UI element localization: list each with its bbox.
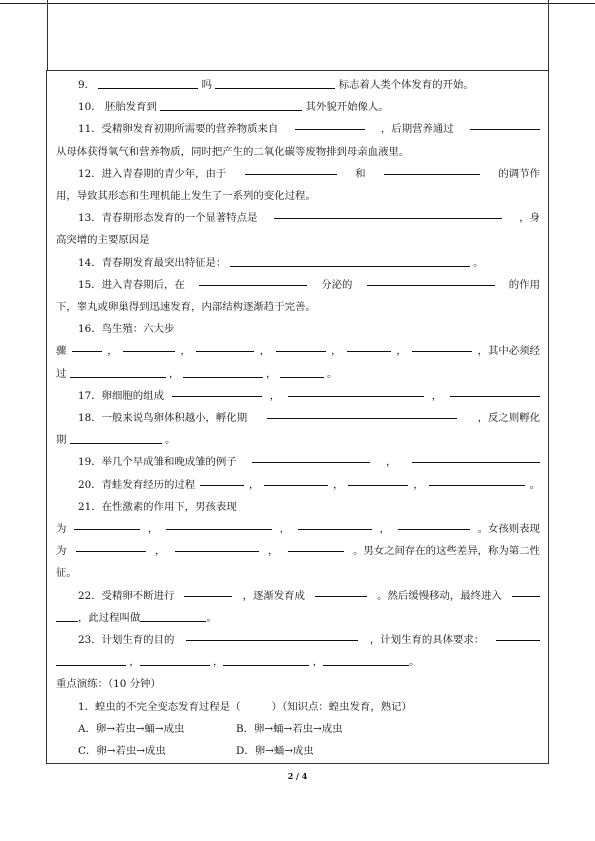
q23-number: 23． xyxy=(78,634,102,647)
q13-number: 13． xyxy=(78,212,102,225)
q11-blank-1[interactable] xyxy=(295,118,365,130)
q16-period: 。 xyxy=(327,367,338,380)
q21-blank-7[interactable] xyxy=(288,540,344,552)
q13-text-2: ，身 xyxy=(519,212,540,225)
q23-period: 。 xyxy=(409,656,420,669)
q16-text-2: 骤 xyxy=(56,345,67,358)
question-22 xyxy=(56,585,542,607)
question-17 xyxy=(56,385,542,407)
q10-number: 10． xyxy=(78,101,102,114)
q21-comma: ， xyxy=(379,523,391,536)
q21-blank-5[interactable] xyxy=(76,540,146,552)
q9-blank-2[interactable] xyxy=(215,77,335,89)
q21-blank-2[interactable] xyxy=(166,518,272,530)
q16-blank-2[interactable] xyxy=(123,340,175,352)
q12-text-1: 进入青春期的青少年，由于 xyxy=(101,167,227,180)
q16-number: 16． xyxy=(78,323,102,336)
q17-number: 17． xyxy=(78,389,102,402)
q9-text-1: 吗 xyxy=(201,79,213,91)
mc1-option-b[interactable]: B．卵→蛹→若虫→成虫 xyxy=(236,722,343,735)
q11-text-1: 受精卵发育初期所需要的营养物质来自 xyxy=(101,123,279,136)
q11-text-2: ，后期营养通过 xyxy=(380,123,454,136)
q12-blank-1[interactable] xyxy=(245,163,337,175)
q17-comma-1: ， xyxy=(269,389,281,402)
mc1-option-d[interactable]: D．卵→蛹→成虫 xyxy=(236,745,314,758)
question-18 xyxy=(56,407,542,429)
q21-comma: ， xyxy=(154,545,166,558)
q16-blank-4[interactable] xyxy=(276,340,326,352)
q21-comma: ， xyxy=(147,523,159,536)
question-13-line-2: 高突增的主要原因是 xyxy=(56,234,150,247)
q14-blank-1[interactable] xyxy=(230,255,470,267)
q23-blank-2[interactable] xyxy=(496,629,540,641)
drill-heading: 重点演练：（10 分钟） xyxy=(56,678,161,691)
q21-text-1: 在性激素的作用下，男孩表现 xyxy=(101,500,237,513)
question-12 xyxy=(56,163,542,185)
q9-number: 9． xyxy=(78,79,96,91)
q23-blank-6[interactable] xyxy=(323,654,409,666)
q21-blank-3[interactable] xyxy=(298,518,372,530)
q18-text-3: 期 xyxy=(56,434,67,447)
q11-blank-2[interactable] xyxy=(470,118,540,130)
question-15 xyxy=(56,274,542,296)
q21-text-2: 为 xyxy=(56,523,67,536)
mc1-options-cd xyxy=(56,740,542,762)
question-22-line-2 xyxy=(56,607,542,629)
q15-blank-2[interactable] xyxy=(367,274,495,286)
q22-blank-1[interactable] xyxy=(184,585,232,597)
q22-blank-5[interactable] xyxy=(140,610,206,622)
q21-text-3: 。女孩则表现 xyxy=(477,523,540,536)
q20-comma: ， xyxy=(248,478,260,491)
q20-comma: ， xyxy=(413,478,424,491)
q21-comma: ， xyxy=(267,545,279,558)
q22-period: 。 xyxy=(206,611,217,624)
q14-text-2: 。 xyxy=(472,256,484,269)
q21-blank-6[interactable] xyxy=(175,540,259,552)
q18-period: 。 xyxy=(165,434,176,447)
q23-blank-5[interactable] xyxy=(223,654,309,666)
q9-blank-1[interactable] xyxy=(98,77,198,89)
mc1-stem: 1．蝗虫的不完全变态发育过程是（ ）（知识点：蝗虫发育，熟记） xyxy=(78,700,412,713)
q23-blank-3[interactable] xyxy=(56,654,126,666)
q17-blank-1[interactable] xyxy=(172,385,262,397)
worksheet-content xyxy=(56,74,542,762)
question-23-line-2 xyxy=(56,651,542,673)
question-18-line-2 xyxy=(56,429,542,451)
q20-number: 20． xyxy=(78,478,102,491)
q16-comma: ， xyxy=(331,345,342,358)
q15-number: 15． xyxy=(78,278,102,291)
q16-blank-7[interactable] xyxy=(70,366,166,378)
q18-blank-1[interactable] xyxy=(267,407,457,419)
q10-text-1: 胚胎发育到 xyxy=(104,101,157,114)
q22-blank-4[interactable] xyxy=(56,610,78,622)
q19-blank-2[interactable] xyxy=(412,451,540,463)
q18-number: 18． xyxy=(78,412,102,425)
q12-text-3: 的调节作 xyxy=(498,167,540,180)
q20-comma: ， xyxy=(333,478,344,491)
question-11 xyxy=(56,118,542,140)
q20-blank-2[interactable] xyxy=(264,474,328,486)
q20-blank-4[interactable] xyxy=(429,474,525,486)
q14-text-1: 青春期发育最突出特征是： xyxy=(101,256,227,269)
q16-blank-1[interactable] xyxy=(72,340,102,352)
question-12-line-2: 用，导致其形态和生理机能上发生了一系列的变化过程。 xyxy=(56,190,316,203)
q16-text-3: ，其中必须经 xyxy=(477,345,540,358)
q22-number: 22． xyxy=(78,589,102,602)
q16-comma: ， xyxy=(107,345,118,358)
question-21 xyxy=(56,496,542,518)
q18-blank-2[interactable] xyxy=(70,432,162,444)
q12-number: 12． xyxy=(78,167,102,180)
q23-blank-1[interactable] xyxy=(186,629,358,641)
q23-comma: ， xyxy=(312,656,324,669)
question-21-line-2 xyxy=(56,518,542,540)
question-14 xyxy=(56,252,542,274)
q23-blank-4[interactable] xyxy=(140,654,210,666)
question-15-line-2: 下，睾丸或卵巢得到迅速发育，内部结构逐渐趋于完善。 xyxy=(56,301,316,314)
mc1-options-ab xyxy=(56,718,542,740)
q22-text-2: ，逐渐发育成 xyxy=(242,589,305,602)
q19-number: 19． xyxy=(78,456,102,469)
q17-blank-2[interactable] xyxy=(288,385,424,397)
q16-comma: ， xyxy=(169,367,180,380)
q16-comma: ， xyxy=(180,345,191,358)
q10-text-2: 其外貌开始像人。 xyxy=(305,101,389,114)
q21-comma: ， xyxy=(279,523,291,536)
q10-blank-1[interactable] xyxy=(160,99,302,111)
q12-text-2: 和 xyxy=(355,167,366,180)
frame-left-extension xyxy=(47,0,48,70)
q13-blank-1[interactable] xyxy=(274,207,502,219)
q21-text-4: 为 xyxy=(56,545,67,558)
question-23 xyxy=(56,629,542,651)
question-21-line-4: 征。 xyxy=(56,567,77,580)
q22-blank-3[interactable] xyxy=(512,585,540,597)
q16-text-4: 过 xyxy=(56,367,67,380)
q23-text-2: ，计划生育的具体要求： xyxy=(369,634,485,647)
q17-comma-2: ， xyxy=(431,389,443,402)
question-13 xyxy=(56,207,542,229)
q16-comma: ， xyxy=(396,345,407,358)
q16-blank-6[interactable] xyxy=(412,340,472,352)
q12-blank-2[interactable] xyxy=(384,163,480,175)
q23-comma: ， xyxy=(129,656,140,669)
q18-text-2: ，反之则孵化 xyxy=(477,412,540,425)
question-21-line-3 xyxy=(56,540,542,562)
page-number: 2 / 4 xyxy=(287,771,308,781)
q16-comma: ， xyxy=(259,345,271,358)
question-16-line-3 xyxy=(56,363,542,385)
q22-blank-2[interactable] xyxy=(315,585,367,597)
q20-blank-3[interactable] xyxy=(348,474,408,486)
q23-text-1: 计划生育的目的 xyxy=(101,634,175,647)
q13-text-1: 青春期形态发育的一个显著特点是 xyxy=(101,212,258,225)
q22-text-4: ，此过程叫做 xyxy=(78,611,141,624)
q16-blank-5[interactable] xyxy=(347,340,391,352)
question-16-line-2 xyxy=(56,340,542,362)
q21-blank-4[interactable] xyxy=(398,518,470,530)
q16-blank-9[interactable] xyxy=(280,366,324,378)
q16-blank-3[interactable] xyxy=(196,340,254,352)
mc1-option-a[interactable]: A．卵→若虫→蛹→成虫 xyxy=(78,722,185,735)
q20-period: 。 xyxy=(529,478,540,491)
q9-text-2: 标志着人类个体发育的开始。 xyxy=(338,79,474,91)
q15-text-1: 进入青春期后，在 xyxy=(101,278,185,291)
question-16 xyxy=(56,318,542,340)
q18-text-1: 一般来说鸟卵体积越小，孵化期 xyxy=(101,412,248,425)
question-10 xyxy=(56,96,542,118)
q14-number: 14． xyxy=(78,256,102,269)
header-rule xyxy=(0,3,595,4)
q22-text-1: 受精卵不断进行 xyxy=(101,589,175,602)
q15-text-3: 的作用 xyxy=(508,278,540,291)
q22-text-3: 。然后缓慢移动，最终进入 xyxy=(377,589,502,602)
q15-text-2: 分泌的 xyxy=(321,278,353,291)
q19-text-1: 举几个早成雏和晚成雏的例子 xyxy=(101,456,237,469)
frame-right-extension xyxy=(548,0,549,70)
question-11-line-2: 从母体获得氧气和营养物质，同时把产生的二氧化碳等废物排到母亲血液里。 xyxy=(56,145,410,158)
q21-text-5: 。男女之间存在的这些差异，称为第二性 xyxy=(352,545,540,558)
q16-text-1: 鸟生殖：六大步 xyxy=(101,323,175,336)
q17-text-1: 卵细胞的组成 xyxy=(101,389,164,402)
q23-comma: ， xyxy=(213,656,224,669)
q19-comma: ， xyxy=(385,456,397,469)
question-19 xyxy=(56,451,542,473)
q21-number: 21． xyxy=(78,500,102,513)
q19-blank-1[interactable] xyxy=(252,451,370,463)
q20-blank-1[interactable] xyxy=(200,474,244,486)
q17-blank-3[interactable] xyxy=(450,385,540,397)
mc1-option-c[interactable]: C．卵→若虫→成虫 xyxy=(78,745,166,758)
q16-comma: ， xyxy=(266,367,277,380)
q21-blank-1[interactable] xyxy=(74,518,140,530)
q16-blank-8[interactable] xyxy=(183,366,263,378)
q15-blank-1[interactable] xyxy=(199,274,307,286)
q11-number: 11． xyxy=(78,123,102,136)
question-9 xyxy=(56,74,542,96)
q20-text-1: 青蛙发育经历的过程 xyxy=(101,478,196,491)
question-20 xyxy=(56,474,542,496)
